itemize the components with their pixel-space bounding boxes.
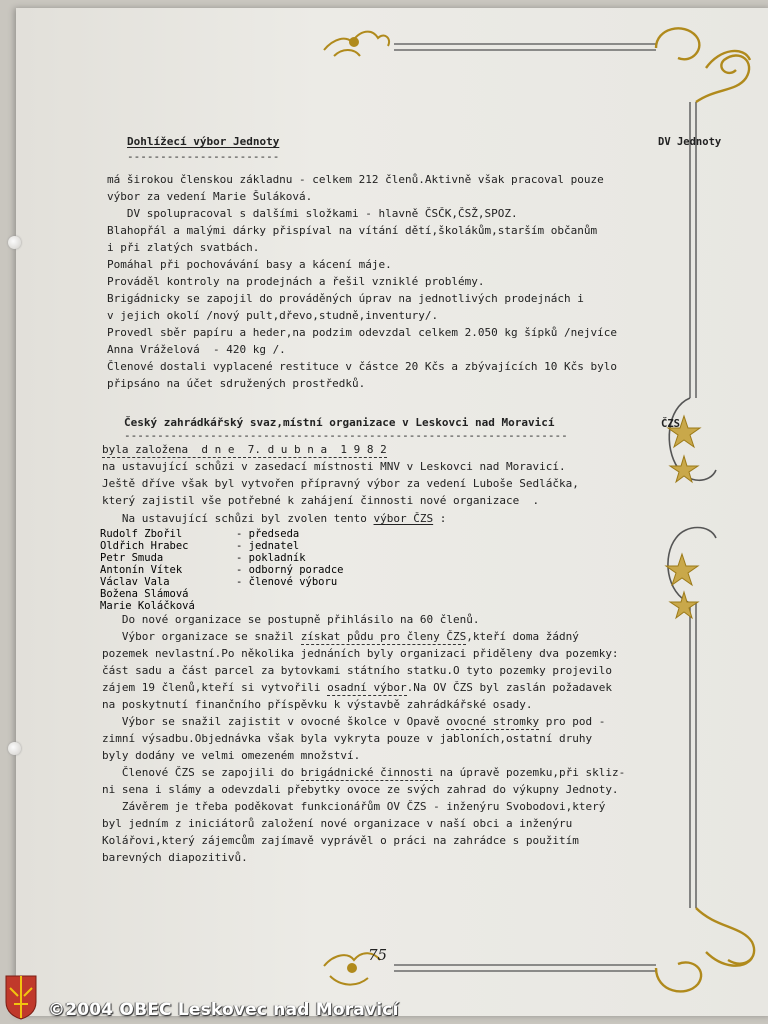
member-role: - jednatel: [236, 540, 300, 552]
member-name: Rudolf Zbořil: [100, 528, 183, 540]
elected-prefix: Na ustavující schůzi byl zvolen tento: [102, 512, 374, 525]
text-line: Závěrem je třeba poděkovat funkcionářům OV ČZS - inženýru Svobodovi,který: [102, 800, 606, 813]
member-role: - členové výboru: [236, 576, 338, 588]
member-name: Antonín Vítek: [100, 564, 183, 576]
text-line: Brigádnicky se zapojil do prováděných úprav na jednotlivých prodejnách i: [107, 292, 584, 305]
elected-suffix: :: [433, 512, 447, 525]
text-span: .Na OV ČZS byl zaslán požadavek: [406, 681, 612, 694]
text-line: Anna Vráželová - 420 kg /.: [107, 343, 286, 356]
committee-member: [100, 540, 300, 552]
text-line: Kolářovi,který zájemcům zajímavě vyprávěl o práci na zahrádce s použitím: [102, 834, 579, 847]
text-line: Provedl sběr papíru a heder,na podzim odevzdal celkem 2.050 kg šípků /nejvíce: [107, 326, 617, 339]
founded-line: [102, 441, 387, 459]
committee-member: [100, 552, 306, 564]
text-line: ni sena i slámy a odevzdali přebytky ovoce ze svých zahrad do výkupny Jednoty.: [102, 783, 619, 796]
star-icon: [666, 416, 700, 618]
section2-heading-rule: -------------------------------------------------------------------: [124, 429, 568, 442]
founded-date: byla založena d n e 7. d u b n a 1 9 8 2: [102, 443, 387, 456]
text-line: [102, 628, 579, 646]
text-line: připsáno na účet sdružených prostředků.: [107, 377, 366, 390]
text-line: Blahopřál a malými dárky přispíval na vítání dětí,školákům,starším občanům: [107, 224, 598, 237]
member-role: - odborný poradce: [236, 564, 344, 576]
underlined-phrase: brigádnické činnosti: [300, 766, 434, 779]
text-line: na poskytnutí finančního příspěvku k výstavbě zahrádkářské osady.: [102, 698, 533, 711]
text-line: DV spolupracoval s dalšími složkami - hlavně ČSČK,ČSŽ,SPOZ.: [107, 207, 518, 220]
member-role: - pokladník: [236, 552, 306, 564]
text-line: Do nové organizace se postupně přihlásilo na 60 členů.: [102, 613, 480, 626]
text-line: pozemek nevlastní.Po několika jednáních byly organizaci přiděleny dva pozemky:: [102, 647, 619, 660]
text-line: část sadu a část parcel za bytovkami státního statku.O tyto pozemky projevilo: [102, 664, 612, 677]
text-span: na úpravě pozemku,při skliz-: [433, 766, 626, 779]
text-line: v jejich okolí /nový pult,dřevo,studně,inventury/.: [107, 309, 439, 322]
member-name: Petr Smuda: [100, 552, 164, 564]
member-name: Oldřich Hrabec: [100, 540, 189, 552]
text-span: zájem 19 členů,kteří si vytvořili: [102, 681, 328, 694]
text-line: výbor za vedení Marie Šuláková.: [107, 190, 313, 203]
text-line: i při zlatých svatbách.: [107, 241, 260, 254]
text-span: ,kteří doma žádný: [466, 630, 579, 643]
committee-member: [100, 576, 338, 588]
text-span: Výbor organizace se snažil: [102, 630, 301, 643]
text-line: Ještě dříve však byl vytvořen přípravný výbor za vedení Luboše Sedláčka,: [102, 477, 579, 490]
underlined-phrase: ovocné stromky: [446, 715, 540, 728]
top-ornament-icon: [324, 32, 389, 56]
text-line: Prováděl kontroly na prodejnách a řešil vzniklé problémy.: [107, 275, 485, 288]
page-number: 75: [368, 946, 388, 964]
member-name: Božena Slámová: [100, 588, 189, 600]
text-line: byl jedním z iniciátorů založení nové organizace v naší obci a inženýru: [102, 817, 573, 830]
text-line: [102, 679, 612, 697]
text-span: pro pod -: [539, 715, 606, 728]
text-line: má širokou členskou základnu - celkem 212 členů.Aktivně však pracoval pouze: [107, 173, 604, 186]
section2-heading: Český zahrádkářský svaz,místní organizace v Leskovci nad Moravicí: [124, 416, 555, 429]
text-line: barevných diapozitivů.: [102, 851, 248, 864]
text-span: Členové ČZS se zapojili do: [102, 766, 301, 779]
elected-committee-text: výbor ČZS: [373, 512, 434, 525]
committee-member: [100, 588, 189, 600]
text-line: [102, 713, 605, 731]
text-line: byly dodány ve velmi omezeném množství.: [102, 749, 361, 762]
underlined-phrase: získat půdu pro členy ČZS: [300, 630, 467, 643]
member-role: - předseda: [236, 528, 300, 540]
elected-line: [102, 510, 446, 528]
committee-member: [100, 564, 344, 576]
text-line: Pomáhal při pochovávání basy a kácení máje.: [107, 258, 392, 271]
text-span: Výbor se snažil zajistit v ovocné školce v Opavě: [102, 715, 447, 728]
member-name: Marie Koláčková: [100, 600, 195, 612]
text-line: [102, 764, 625, 782]
top-right-ornament-icon: [656, 28, 750, 102]
watermark-footer: [0, 996, 768, 1024]
section1-side-label: DV Jednoty: [658, 136, 722, 148]
underlined-phrase: osadní výbor: [327, 681, 407, 694]
text-line: který zajistil vše potřebné k zahájení činnosti nové organizace .: [102, 494, 540, 507]
section1-heading: Dohlížecí výbor Jednoty: [127, 135, 280, 148]
section1-heading-rule: -----------------------: [127, 150, 280, 163]
document-page: [16, 8, 768, 1016]
text-line: zimní výsadbu.Objednávka však byla vykryta pouze v jabloních,ostatní druhy: [102, 732, 593, 745]
committee-member: [100, 528, 300, 540]
text-line: Členové dostali vyplacené restituce v částce 20 Kčs a zbývajících 10 Kčs bylo: [107, 360, 617, 373]
text-line: na ustavující schůzi v zasedací místnosti MNV v Leskovci nad Moravicí.: [102, 460, 566, 473]
copyright-text: ©2004 OBEC Leskovec nad Moravicí: [48, 1000, 399, 1020]
bottom-right-ornament-icon: [656, 908, 754, 991]
section2-side-label: ČZS: [661, 418, 680, 430]
member-name: Václav Vala: [100, 576, 170, 588]
